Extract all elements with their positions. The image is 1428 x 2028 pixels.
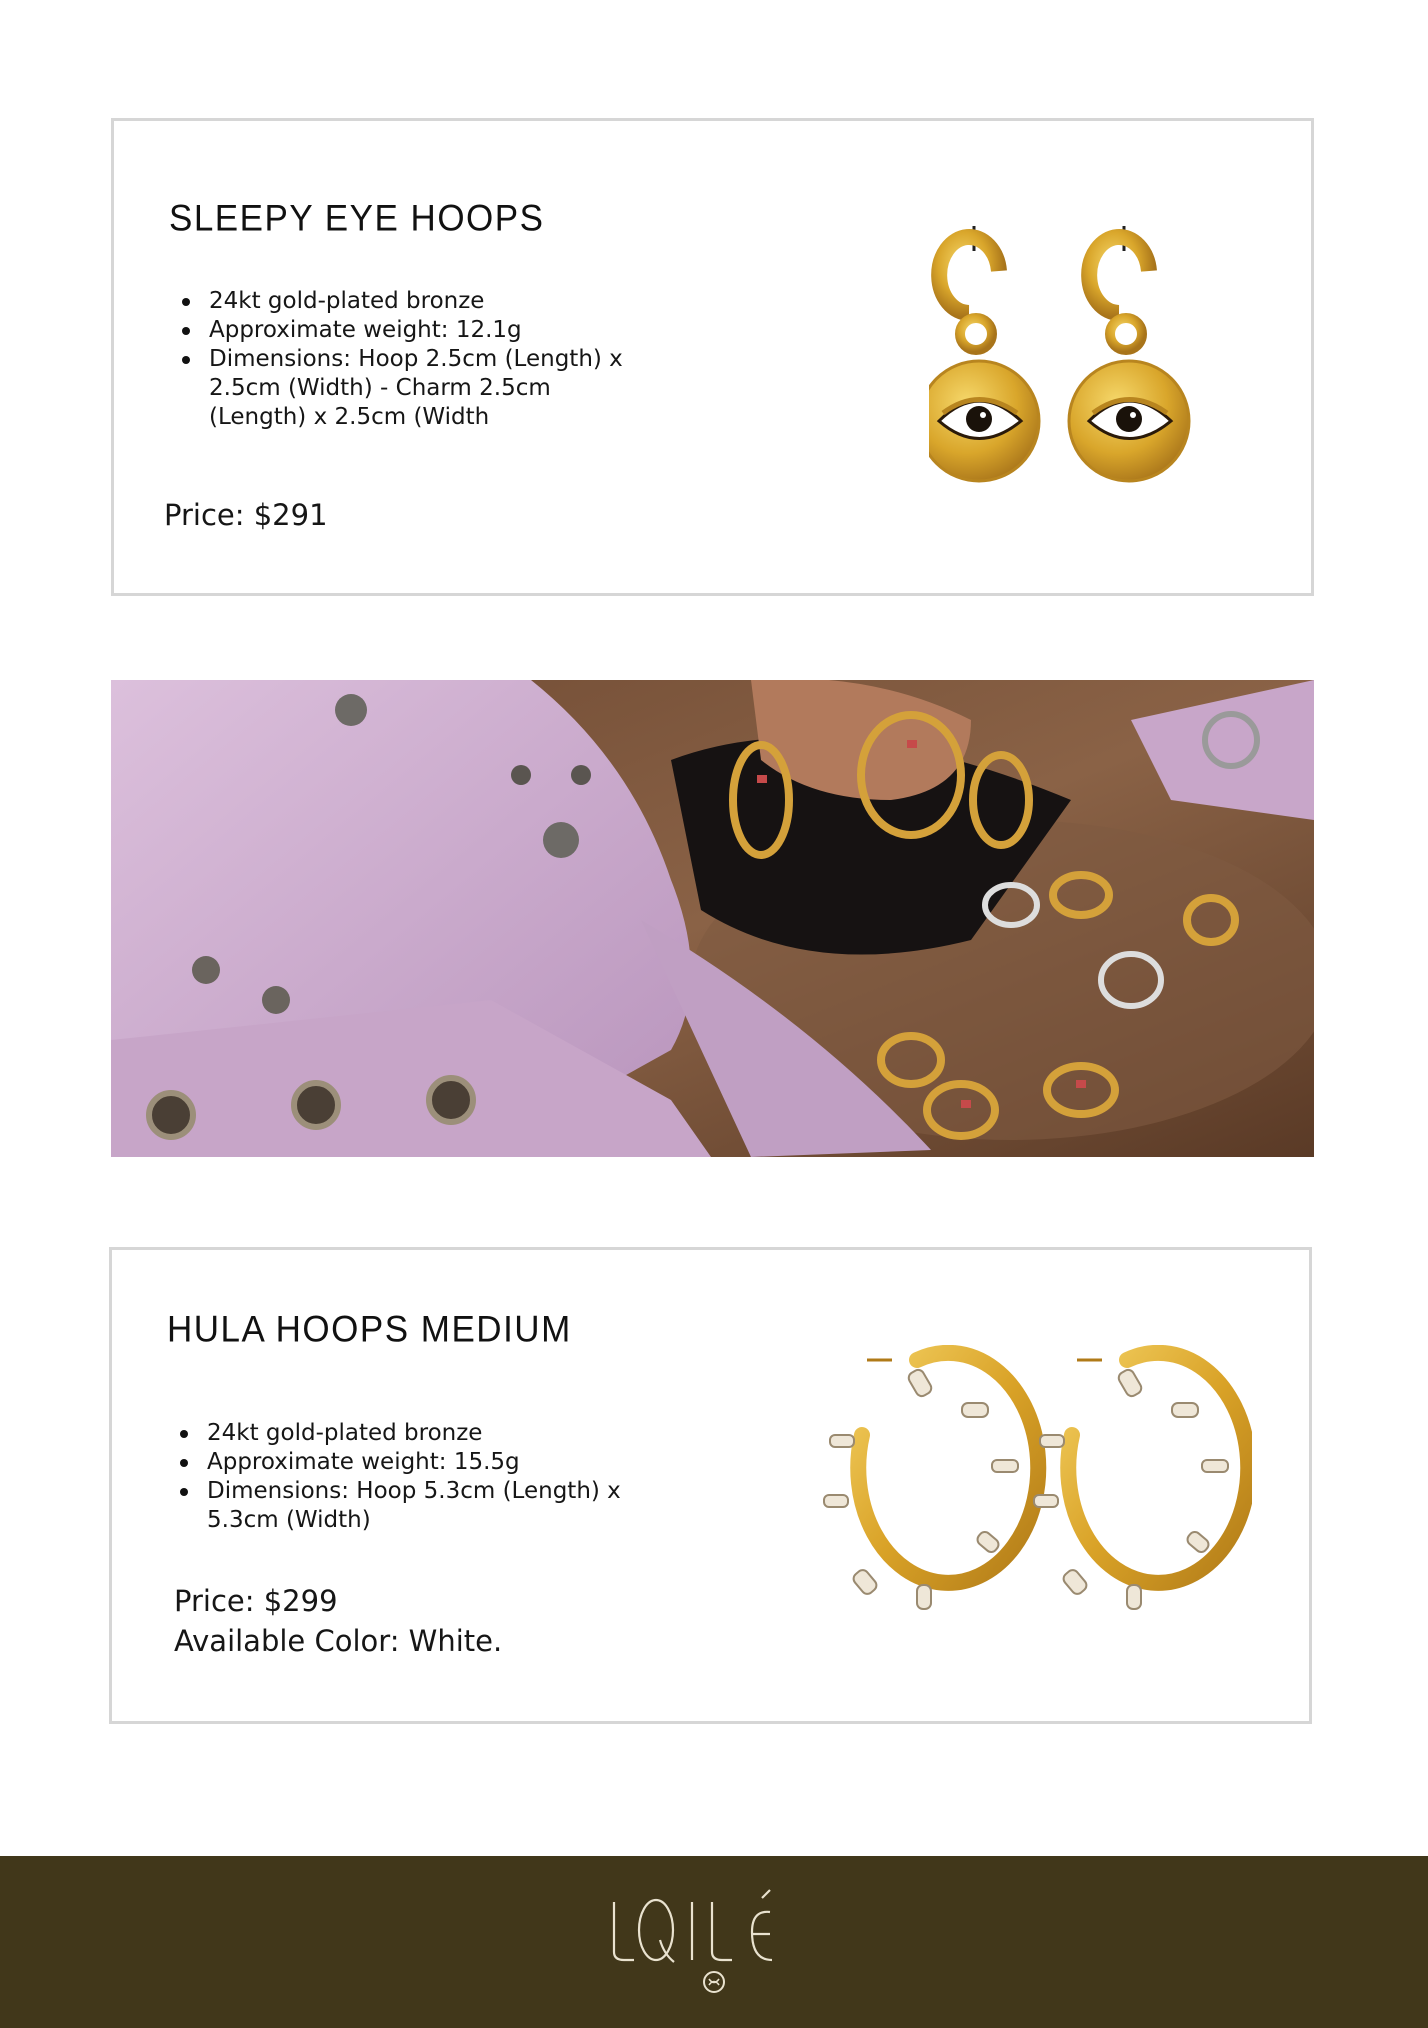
spec-item: 24kt gold-plated bronze — [172, 287, 642, 316]
brand-logo — [594, 1882, 834, 2002]
lilac-bag-and-ear-cuffs-photo — [111, 680, 1314, 1157]
product-specs-list — [170, 1419, 640, 1535]
gold-hoop-earrings-image — [802, 1345, 1252, 1615]
product-price-and-color — [174, 1581, 502, 1661]
spec-item: Dimensions: Hoop 5.3cm (Length) x 5.3cm (Width) — [170, 1477, 640, 1535]
spec-item: Dimensions: Hoop 2.5cm (Length) x 2.5cm (Width) - Charm 2.5cm (Length) x 2.5cm (Width — [172, 345, 642, 432]
product-specs-list — [172, 287, 642, 432]
spec-item: Approximate weight: 15.5g — [170, 1448, 640, 1477]
product-color: Available Color: White. — [174, 1624, 503, 1658]
product-price: Price: $291 — [164, 498, 328, 532]
product-card-sleepy-eye-hoops — [111, 118, 1314, 596]
spec-item: Approximate weight: 12.1g — [172, 316, 642, 345]
product-price: Price: $299 — [174, 1584, 338, 1618]
spec-item: 24kt gold-plated bronze — [170, 1419, 640, 1448]
footer-bar — [0, 1856, 1428, 2028]
eye-charm-earrings-image — [929, 216, 1229, 506]
product-card-hula-hoops-medium — [109, 1247, 1312, 1724]
banner-photo — [111, 680, 1314, 1157]
product-title: HULA HOOPS MEDIUM — [167, 1309, 572, 1350]
product-title: SLEEPY EYE HOOPS — [169, 198, 545, 239]
